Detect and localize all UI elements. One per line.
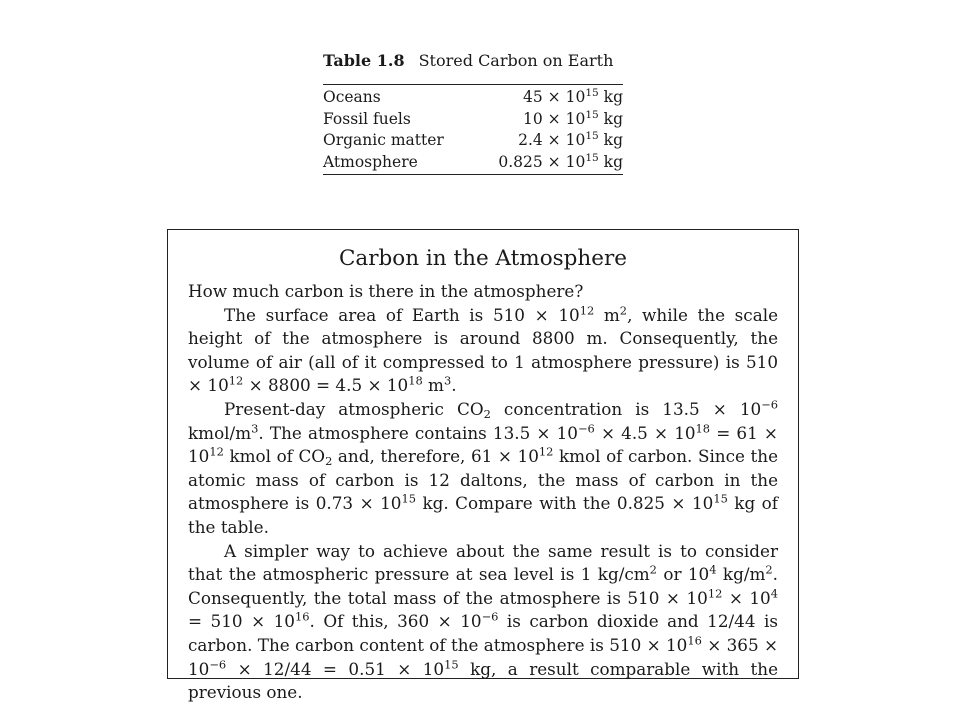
table-top-rule: [323, 84, 623, 85]
box-body: [188, 280, 778, 705]
paragraph-concentration: Present-day atmospheric $CO_2$ concentration is $13.5 \times 10^{-6}$ kmol/$m^3$. The atmosphere contains $13.5 \times 10^{-6} \times 4.5 \times 10^{18} = 61 \times 10^{12}$ kmol of $CO_2$ and, therefore, $61 \times 10^{12}$ kmol of carbon. Since the atomic mass of carbon is 12 daltons, the mass of carbon in the atmosphere is $0.73 \times 10^{15}$ kg. Compare with the $0.825 \times 10^{15}$ kg of the table.: [188, 397, 779, 537]
stored-carbon-table: [323, 87, 623, 173]
table-caption: [323, 50, 623, 72]
row-label: Fossil fuels: [323, 109, 411, 128]
table-row: [323, 109, 623, 131]
row-label: Atmosphere: [323, 152, 418, 171]
table-bottom-rule: [323, 174, 623, 175]
row-value: $0.825 \times 10^{15}$ kg: [498, 151, 623, 171]
table-caption-text: Stored Carbon on Earth: [418, 51, 614, 70]
row-value: $2.4 \times 10^{15}$ kg: [518, 130, 623, 149]
row-label: Organic matter: [323, 131, 444, 149]
table-row: [323, 87, 623, 109]
carbon-atmosphere-box: [167, 229, 799, 703]
row-value: $45 \times 10^{15}$ kg: [523, 87, 623, 106]
box-title: Carbon in the Atmosphere: [338, 246, 628, 271]
row-label: Oceans: [323, 88, 381, 106]
table-row: [323, 152, 623, 174]
paragraph-volume: The surface area of Earth is $510 \times 10^{12}$ $m^2$, while the scale height of the atmosphere is around 8800 m. Consequently, the volume of air (all of it compressed to 1 atmosphere pressure) is $510 \times 10^{12} \times 8800 = 4.5 \times 10^{18}$ $m^3$.: [188, 303, 778, 396]
table-number: Table 1.8: [323, 51, 405, 70]
box-question: How much carbon is there in the atmosphere?: [188, 281, 584, 301]
row-value: $10 \times 10^{15}$ kg: [523, 108, 623, 128]
paragraph-pressure-method: A simpler way to achieve about the same result is to consider that the atmospheric pressure at sea level is 1 $kg/cm^2$ or $10^4$ $kg/m^2$. Consequently, the total mass of the atmosphere is $510 \times 10^{12} \times 10^4 = 510 \times 10^{16}$. Of this, $360 \times 10^{-6}$ is carbon dioxide and 12/44 is carbon. The carbon content of the atmosphere is $510 \times 10^{16} \times 365 \times 10^{-6} \times 12/44 = 0.51 \times 10^{15}$ kg, a result comparable with the previous one.: [188, 540, 779, 703]
table-row: [323, 130, 623, 152]
stored-carbon-table-block: [323, 50, 623, 175]
